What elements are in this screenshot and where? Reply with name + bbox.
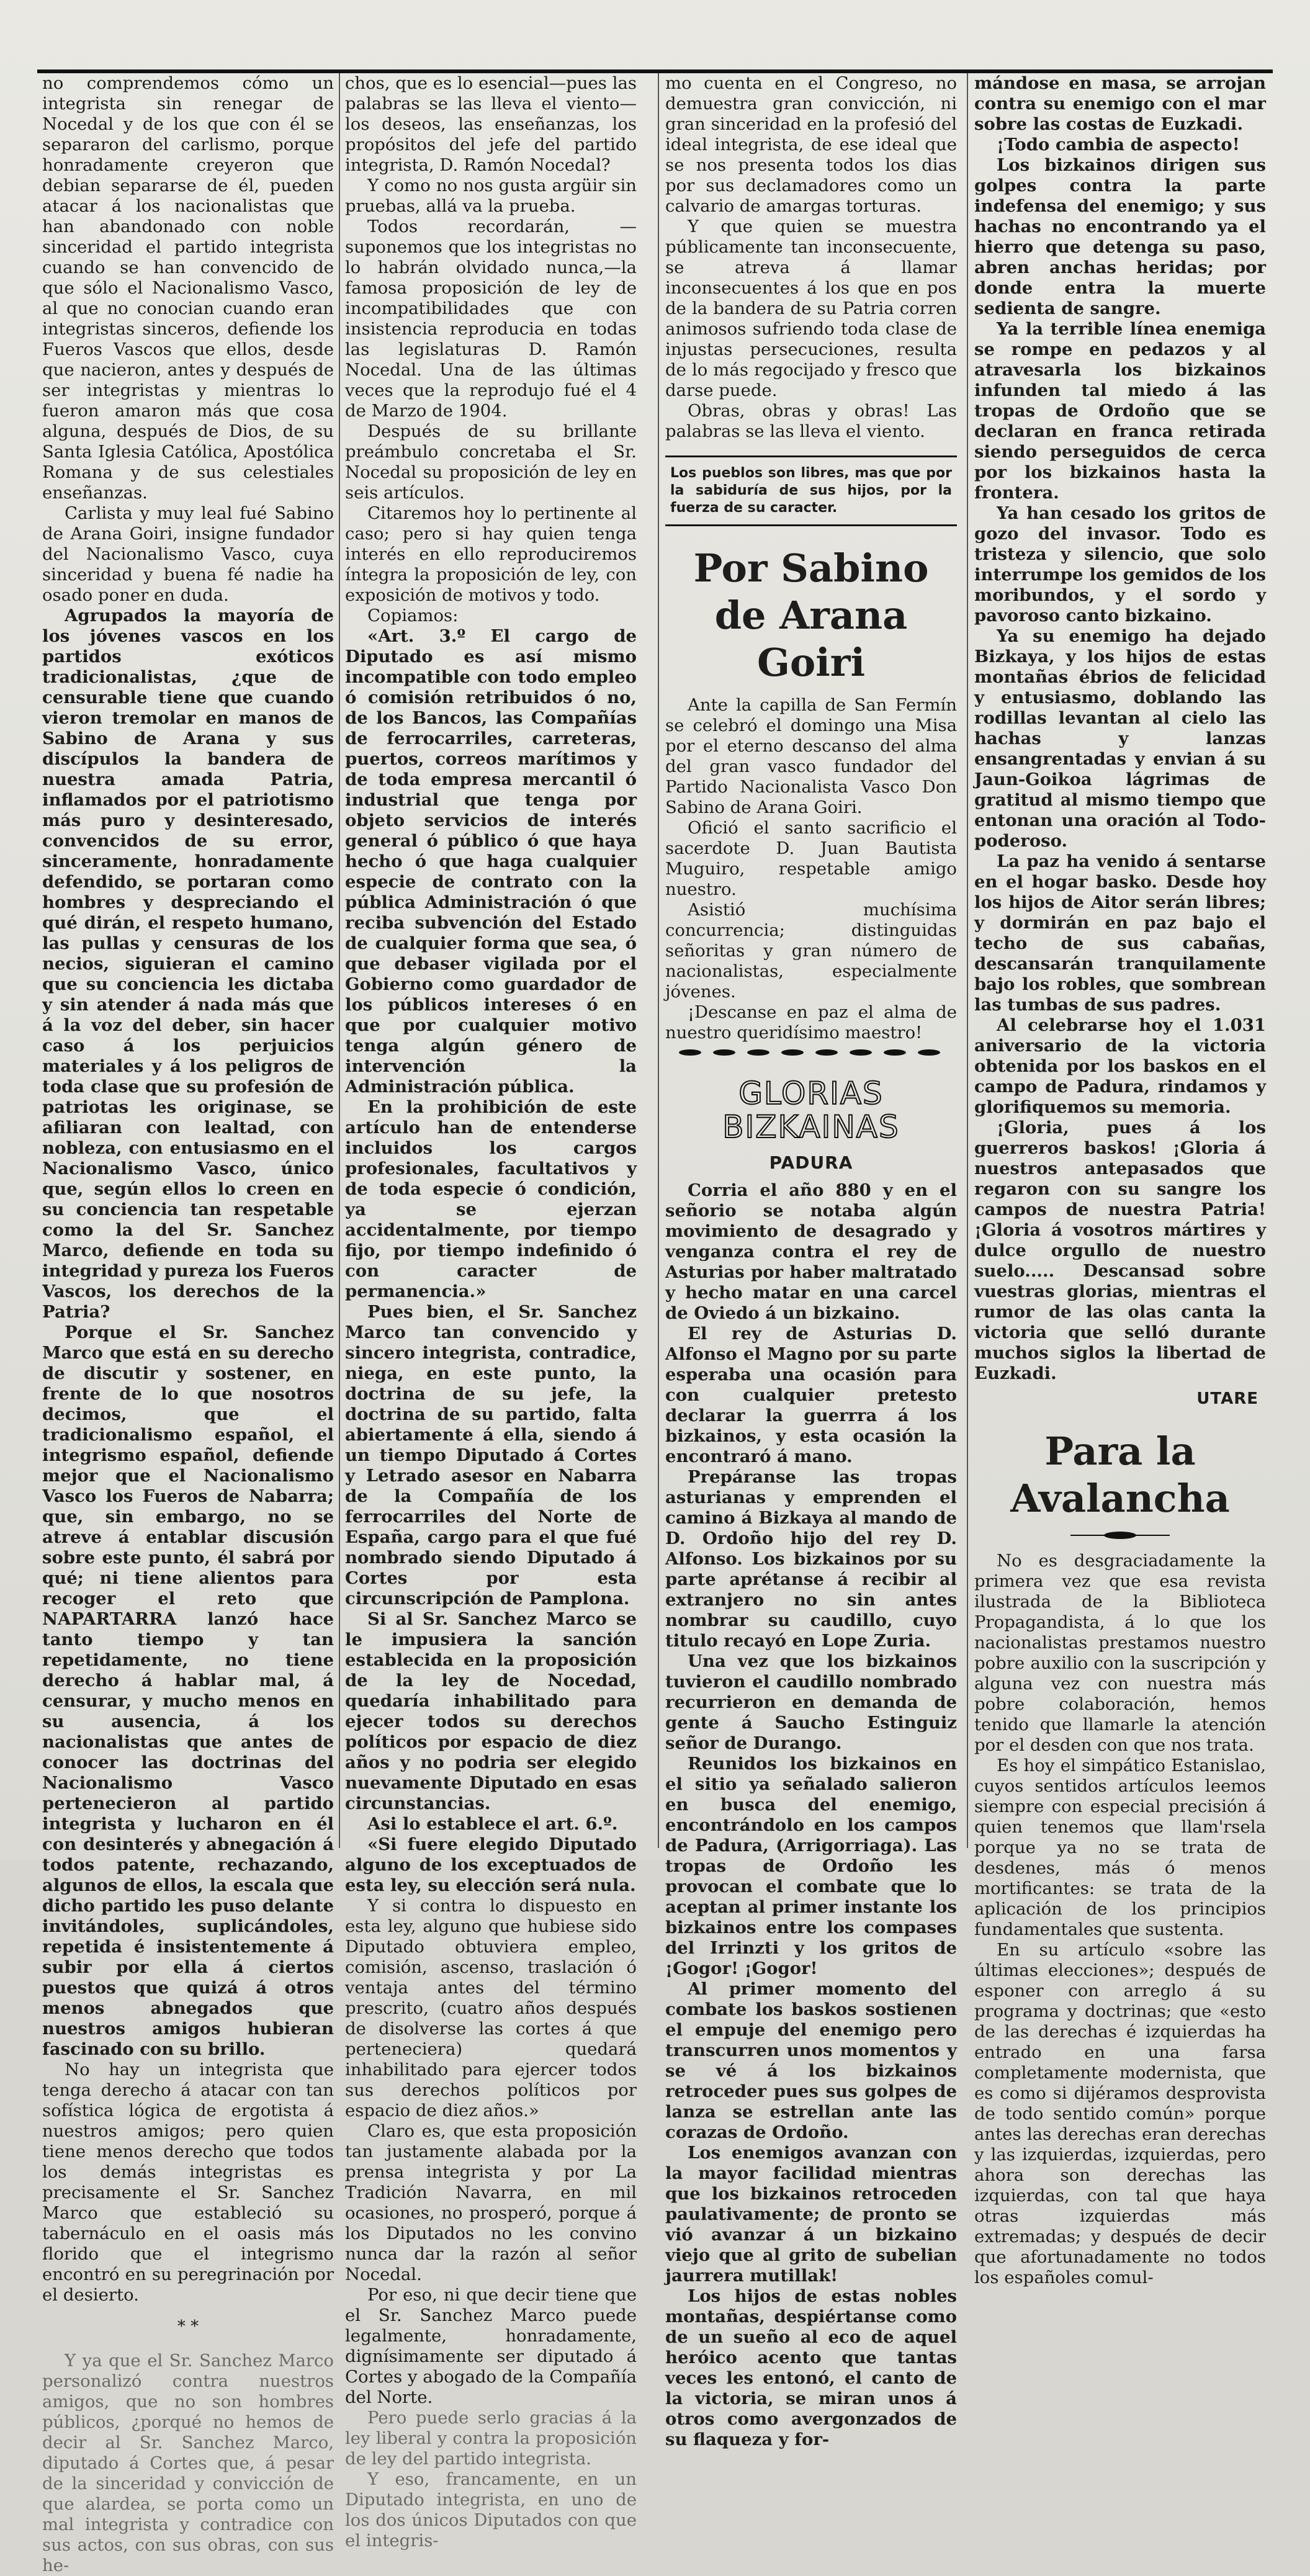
paragraph: Y si contra lo dispuesto en esta ley, alguno que hubiese sido Diputado obtuviera empleo, comisión, ascenso, traslación ó ventaja antes del término prescrito, (cuatro años después de disolverse las cortes á que perteneciera) quedará inhabilitado para ejercer todos sus derechos políticos por espacio de diez años.»	[345, 1896, 637, 2120]
paragraph: Ya han cesado los gritos de gozo del invasor. Todo es tristeza y silencio, que solo interrumpe los gemidos de los moribundos, y el sordo y pavoroso canto bizkaino.	[974, 503, 1266, 626]
subheadline-padura: PADURA	[769, 1152, 853, 1173]
paragraph: no comprendemos cómo un integrista sin renegar de Nocedal y de los que con él se separaron del carlismo, porque honradamente creyeron que debian separarse de él, pueden atacar á los nacionalistas que han abandonado con noble sinceridad el partido integrista cuando se han convencido de que sólo el Nacionalismo Vasco, al que no conocian cuando eran integristas sinceros, defiende los Fueros Vascos que ellos, desde que nacieron, antes y después de ser integristas y mientras lo fueron amaron más que cosa alguna, después de Dios, de su Santa Iglesia Católica, Apostólica Romana y de sus celestiales enseñanzas.	[42, 73, 334, 503]
paragraph: Corria el año 880 y en el señorio se notaba algún movimiento de desagrado y venganza contra el rey de Asturias por haber maltratado y hecho matar en una carcel de Oviedo á un bizkaino.	[665, 1180, 957, 1323]
paragraph: Obras, obras y obras! Las palabras se las lleva el viento.	[665, 401, 957, 441]
paragraph: Carlista y muy leal fué Sabino de Arana Goiri, insigne fundador del Nacionalismo Vasco, cuya sinceridad y buena fé nadie ha osado poner en duda.	[42, 503, 334, 605]
column-divider	[658, 73, 659, 1848]
paragraph: mo cuenta en el Congreso, no demuestra gran convicción, ni gran sinceridad en la profesió del ideal integrista, de ese ideal que se nos presenta todos los dias por sus declamadores como un calvario de amargas torturas.	[665, 73, 957, 216]
paragraph: Asistió muchísima concurrencia; distinguidas señoritas y gran número de nacionalistas, especialmente jóvenes.	[665, 900, 957, 1002]
column-4	[974, 73, 1266, 2287]
column-3	[665, 73, 957, 2449]
paragraph: Ya la terrible línea enemiga se rompe en pedazos y al atravesarla los bizkainos infunden tal miedo á las tropas de Ordoño que se declaran en franca retirada siendo perseguidos de cerca por los bizkainos hasta la frontera.	[974, 319, 1266, 503]
section-separator: * *	[177, 2317, 199, 2336]
headline-avalancha: Para la Avalancha	[1010, 1429, 1230, 1521]
paragraph: Asi lo establece el art. 6.º.	[367, 1814, 618, 1834]
paragraph: Claro es, que esta proposición tan justamente alabada por la prensa integrista y por La Tradición Navarra, en mil ocasiones, no prosperó, porque á los Diputados no les convino nunca dar la razón al señor Nocedal.	[345, 2121, 637, 2284]
motto-box: Los pueblos son libres, mas que por la sabiduría de sus hijos, por la fuerza de su caracter.	[665, 456, 957, 526]
paragraph: Y eso, francamente, en un Diputado integrista, en uno de los dos únicos Diputados con que el integris-	[345, 2469, 637, 2551]
paragraph: En su artículo «sobre las últimas elecciones»; después de esponer con arreglo á su programa y doctrinas; que «esto de las derechas é izquierdas ha entrado en una farsa completamente modernista, que es como si dijéramos desprovista de todo sentido común» porque antes las derechas eran derechas y las izquierdas, izquierdas, pero ahora son derechas las izquierdas, con tal que haya otras izquierdas más extremadas; y después de decir que afortunadamente no todos los españoles comul-	[974, 1940, 1266, 2287]
paragraph: Después de su brillante preámbulo concretaba el Sr. Nocedal su proposición de ley en seis artículos.	[345, 421, 637, 503]
paragraph: Es hoy el simpático Estanislao, cuyos sentidos artículos leemos siempre con especial precisión á quien tenemos que llam'rsela porque ya no se trata de desdenes, más ó menos mortificantes: se trata de la aplicación de los principios fundamentales que sustenta.	[974, 1756, 1266, 1939]
paragraph: Los bizkainos dirigen sus golpes contra la parte indefensa del enemigo; y sus hachas no encontrando ya el hierro que detenga su paso, abren anchas heridas; por donde entra la muerte sedienta de sangre.	[974, 155, 1266, 318]
paragraph: Porque el Sr. Sanchez Marco que está en su derecho de discutir y sostener, en frente de lo que nosotros decimos, que el tradicionalismo español, el integrismo español, defiende mejor que el Nacionalismo Vasco los Fueros de Nabarra; que, sin embargo, no se atreve á entablar discusión sobre este punto, él sabrá por qué; ni tiene alientos para recoger el reto que NAPARTARRA lanzó hace tanto tiempo y tan repetidamente, no tiene derecho á hablar mal, á censurar, y mucho menos en su ausencia, á los nacionalistas que antes de conocer las doctrinas del Nacionalismo Vasco pertenecieron al partido integrista y lucharon en él con desinterés y abnegación á todos patente, rechazando, algunos de ellos, la escala que dicho partido les puso delante invitándoles, suplicándoles, repetida é insistentemente á subir por ella á ciertos puestos que quizá á otros menos abnegados que nuestros amigos hubieran fascinado con su brillo.	[42, 1322, 334, 2059]
paragraph: Y que quien se muestra públicamente tan inconsecuente, se atreva á llamar inconsecuentes á los que en pos de la bandera de su Patria corren animosos sufriendo toda clase de injustas persecuciones, resulta de lo más regocijado y fresco que darse puede.	[665, 217, 957, 400]
paragraph: Ya su enemigo ha dejado Bizkaya, y los hijos de estas montañas ébrios de felicidad y entusiasmo, doblando las rodillas levantan al cielo las hachas y lanzas ensangrentadas y envian á su Jaun-Goikoa lágrimas de gratitud al mismo tiempo que entonan una oración al Todo-poderoso.	[974, 626, 1266, 851]
paragraph: Pues bien, el Sr. Sanchez Marco tan convencido y sincero integrista, contradice, niega, en este punto, la doctrina de su jefe, la doctrina de su partido, falta abiertamente á ella, siendo á un tiempo Diputado á Cortes y Letrado asesor en Nabarra de la Compañía de los ferrocarriles del Norte de España, cargo para el que fué nombrado siendo Diputado á Cortes por esta circunscripción de Pamplona.	[345, 1302, 637, 1609]
column-divider	[339, 73, 340, 1848]
paragraph: Y ya que el Sr. Sanchez Marco personalizó contra nuestros amigos, que no son hombres públicos, ¿porqué no hemos de decir al Sr. Sanchez Marco, diputado á Cortes que, á pesar de la sinceridad y convicción de que alardea, se porta como un mal integrista y contradice con sus actos, con sus obras, con sus he-	[42, 2351, 334, 2575]
column-divider	[967, 73, 968, 1848]
ornament-divider-icon	[1070, 1531, 1170, 1540]
paragraph: El rey de Asturias D. Alfonso el Magno por su parte esperaba una ocasión para con cualquier pretesto declarar la guerrra á los bizkainos, y esta ocasión la encontraró á mano.	[665, 1324, 957, 1466]
paragraph: Los hijos de estas nobles montañas, despiértanse como de un sueño al eco de aquel heróico acento que tantas veces les entonó, el canto de la victoria, se miran unos á otros como avergonzados de su flaqueza y for-	[665, 2286, 957, 2449]
paragraph: Citaremos hoy lo pertinente al caso; pero si hay quien tenga interés en ello reproduciremos íntegra la proposición de ley, con exposición de motivos y todo.	[345, 503, 637, 605]
paragraph: ¡Descanse en paz el alma de nuestro queridísimo maestro!	[665, 1002, 957, 1043]
paragraph: Y como no nos gusta argüir sin pruebas, allá va la prueba.	[345, 176, 637, 216]
paragraph: En la prohibición de este artículo han de entenderse incluidos los cargos profesionales, facultativos y de toda especie ó condición, ya se ejerzan accidentalmente, por tiempo fijo, por tiempo indefinido ó con caracter de permanencia.»	[345, 1097, 637, 1301]
paragraph: No hay un integrista que tenga derecho á atacar con tan sofística lógica de ergotista á nuestros amigos; pero quien tiene menos derecho que todos los demás integristas es precisamente el Sr. Sanchez Marco que estableció su tabernáculo en el oasis más florido que el integrismo encontró en su peregrinación por el desierto.	[42, 2060, 334, 2305]
paragraph: Por eso, ni que decir tiene que el Sr. Sanchez Marco puede legalmente, honradamente, dignísimamente ser diputado á Cortes y abogado de la Compañía del Norte.	[345, 2285, 637, 2407]
column-2	[345, 73, 637, 2551]
headline-glorias: GLORIAS BIZKAINAS	[722, 1075, 900, 1145]
column-1	[42, 73, 334, 2575]
author-signature: UTARE	[1196, 1389, 1258, 1408]
paragraph: No es desgraciadamente la primera vez que esa revista ilustrada de la Biblioteca Propagandista, á lo que los nacionalistas prestamos nuestro pobre auxilio con la suscripción y alguna vez con nuestra más pobre colaboración, hemos tenido que llamarle la atención por el desden con que nos trata.	[974, 1551, 1266, 1755]
paragraph: Prepáranse las tropas asturianas y emprenden el camino á Bizkaya al mando de D. Ordoño hijo del rey D. Alfonso. Los bizkainos por su parte aprétanse á recibir al extranjero no sin antes nombrar su caudillo, cuyo titulo recayó en Lope Zuria.	[665, 1467, 957, 1651]
paragraph: ¡Todo cambia de aspecto!	[997, 135, 1240, 155]
paragraph: Al primer momento del combate los baskos sostienen el empuje del enemigo pero transcurren unos momentos y se vé á los bizkainos retroceder pues sus golpes de lanza se estrellan ante las corazas de Ordoño.	[665, 1979, 957, 2142]
paragraph: mándose en masa, se arrojan contra su enemigo con el mar sobre las costas de Euzkadi.	[974, 73, 1266, 134]
paragraph: Una vez que los bizkainos tuvieron el caudillo nombrado recurrieron en demanda de gente á Saucho Estinguiz señor de Durango.	[665, 1651, 957, 1753]
paragraph: Agrupados la mayoría de los jóvenes vascos en los partidos exóticos tradicionalistas, ¿que de censurable tiene que cuando vieron tremolar en manos de Sabino de Arana y sus discípulos la bandera de nuestra amada Patria, inflamados por el patriotismo más puro y desinteresado, convencidos de su error, sinceramente, honradamente defendido, se portaran como hombres y despreciando el qué dirán, el respeto humano, las pullas y censuras de los necios, siguieran el camino que su conciencia les dictaba y sin atender á nada más que á la voz del deber, sin hacer caso á los perjuicios materiales y á los peligros de toda clase que su profesión de patriotas les originase, se afiliaran con lealtad, con nobleza, con entusiasmo en el Nacionalismo Vasco, único que, según ellos lo creen en su conciencia tan respetable como la del Sr. Sanchez Marco, defiende en toda su integridad y pureza los Fueros Vascos, los derechos de la Patria?	[42, 606, 334, 1322]
paragraph: «Si fuere elegido Diputado alguno de los exceptuados de esta ley, su elección será nula.	[345, 1834, 637, 1895]
paragraph: Si al Sr. Sanchez Marco se le impusiera la sanción establecida en la proposición de la ley de Nocedad, quedaría inhabilitado para ejecer todos su derechos políticos por espacio de diez años y no podria ser elegido nuevamente Diputado en esas circunstancias.	[345, 1609, 637, 1813]
paragraph: Todos recordarán, —suponemos que los integristas no lo habrán olvidado nunca,—la famosa proposición de ley de incompatibilidades que con insistencia reproducia en todas las legislaturas D. Ramón Nocedal. Una de las últimas veces que la reprodujo fué el 4 de Marzo de 1904.	[345, 217, 637, 421]
paragraph: chos, que es lo esencial—pues las palabras se las lleva el viento—los deseos, las enseñanzas, los propósitos del jefe del partido integrista, D. Ramón Nocedal?	[345, 73, 637, 175]
paragraph: «Art. 3.º El cargo de Diputado es así mismo incompatible con todo empleo ó comisión retribuidos ó no, de los Bancos, las Compañías de ferrocarriles, carreteras, puertos, correos marítimos y de toda empresa mercantil ó industrial que tenga por objeto servicios de interés general ó público ó que haya hecho ó que haga cualquier especie de contrato con la pública Administración ó que reciba subvención del Estado de cualquier forma que sea, ó que debaser vigilada por el Gobierno como guardador de los públicos intereses ó en que por cualquier motivo tenga algún género de intervención la Administración pública.	[345, 626, 637, 1097]
ornament-divider-icon	[678, 1047, 944, 1058]
headline-sabino: Por Sabino de Arana Goiri	[693, 545, 929, 685]
paragraph: Al celebrarse hoy el 1.031 aniversario de la victoria obtenida por los baskos en el campo de Padura, rindamos y glorifiquemos su memoria.	[974, 1015, 1266, 1117]
paragraph: ¡Gloria, pues á los guerreros baskos! ¡Gloria á nuestros antepasados que regaron con su sangre los campos de nuestra Patria! ¡Gloria á vosotros mártires y dulce orgullo de nuestro suelo..... Descansad sobre vuestras glorias, mientras el rumor de las olas canta la victoria que selló durante muchos siglos la libertad de Euzkadi.	[974, 1118, 1266, 1383]
paragraph: La paz ha venido á sentarse en el hogar basko. Desde hoy los hijos de Aitor serán libres; y dormirán en paz bajo el techo de sus cabañas, descansarán tranquilamente bajo los robles, que sombrean las tumbas de sus padres.	[974, 851, 1266, 1015]
paragraph: Pero puede serlo gracias á la ley liberal y contra la proposición de ley del partido integrista.	[345, 2408, 637, 2469]
paragraph: Ante la capilla de San Fermín se celebró el domingo una Misa por el eterno descanso del alma del gran vasco fundador del Partido Nacionalista Vasco Don Sabino de Arana Goiri.	[665, 695, 957, 817]
paragraph: Ofició el santo sacrificio el sacerdote D. Juan Bautista Muguiro, respetable amigo nuestro.	[665, 818, 957, 899]
paragraph: Reunidos los bizkainos en el sitio ya señalado salieron en busca del enemigo, encontrándolo en los campos de Padura, (Arrigorriaga). Las tropas de Ordoño les provocan el combate que lo aceptan al primer instante los bizkainos entre los compases del Irrinzti y los gritos de ¡Gogor! ¡Gogor!	[665, 1754, 957, 1978]
paragraph: Los enemigos avanzan con la mayor facilidad mientras que los bizkainos retroceden paulativamente; de pronto se vió avanzar á un bizkaino viejo que al grito de subelian jaurrera mutillak!	[665, 2143, 957, 2286]
paragraph: Copiamos:	[367, 606, 459, 626]
